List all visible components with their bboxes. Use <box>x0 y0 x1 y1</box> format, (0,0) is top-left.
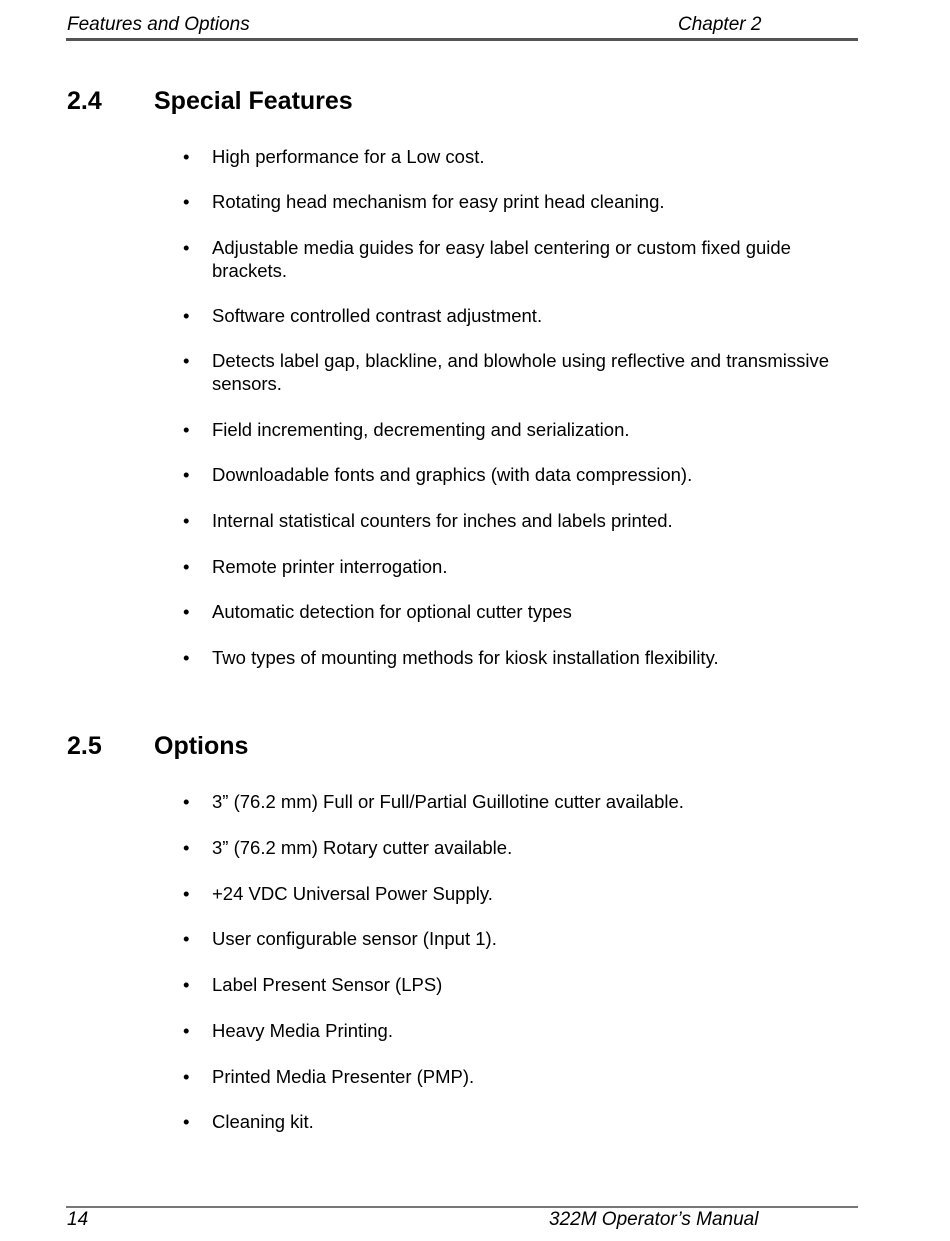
bullet-icon: • <box>183 1111 190 1132</box>
bullet-icon: • <box>183 601 190 622</box>
list-item-text: Printed Media Presenter (PMP). <box>212 1066 475 1087</box>
bullet-icon: • <box>183 510 190 531</box>
list-item-text: Internal statistical counters for inches and labels printed. <box>212 510 673 531</box>
list-item-text: 3” (76.2 mm) Full or Full/Partial Guillotine cutter available. <box>212 791 684 812</box>
list-item-text: +24 VDC Universal Power Supply. <box>212 883 493 904</box>
list-item-text: Remote printer interrogation. <box>212 556 448 577</box>
list-item-text: Two types of mounting methods for kiosk installation flexibility. <box>212 647 719 668</box>
bullet-icon: • <box>183 791 190 812</box>
bullet-icon: • <box>183 305 190 326</box>
manual-title: 322M Operator’s Manual <box>549 1209 759 1230</box>
page-number: 14 <box>67 1209 89 1230</box>
header-chapter: Chapter 2 <box>678 14 762 35</box>
section-number: 2.5 <box>67 732 102 760</box>
bullet-icon: • <box>183 419 190 440</box>
bullet-icon: • <box>183 647 190 668</box>
bullet-icon: • <box>183 928 190 949</box>
bullet-icon: • <box>183 146 190 167</box>
bullet-icon: • <box>183 350 190 371</box>
bullet-icon: • <box>183 1020 190 1041</box>
bullet-icon: • <box>183 464 190 485</box>
section-number: 2.4 <box>67 87 102 115</box>
bullet-icon: • <box>183 556 190 577</box>
list-item-text: Detects label gap, blackline, and blowhole using reflective and transmissive sensors. <box>212 350 830 394</box>
list-item-text: Downloadable fonts and graphics (with data compression). <box>212 464 693 485</box>
bullet-icon: • <box>183 883 190 904</box>
list-item-text: Cleaning kit. <box>212 1111 314 1132</box>
header-rule <box>66 38 858 41</box>
list-item-text: Heavy Media Printing. <box>212 1020 393 1041</box>
list-item-text: 3” (76.2 mm) Rotary cutter available. <box>212 837 513 858</box>
section-title: Options <box>154 732 249 760</box>
list-item-text: Rotating head mechanism for easy print head cleaning. <box>212 191 665 212</box>
list-item-text: Label Present Sensor (LPS) <box>212 974 443 995</box>
list-item-text: Field incrementing, decrementing and serialization. <box>212 419 630 440</box>
section-title: Special Features <box>154 87 353 115</box>
list-item-text: High performance for a Low cost. <box>212 146 485 167</box>
bullet-icon: • <box>183 237 190 258</box>
bullet-icon: • <box>183 837 190 858</box>
header-section-title: Features and Options <box>67 14 250 35</box>
list-item-text: Software controlled contrast adjustment. <box>212 305 543 326</box>
list-item-text: Adjustable media guides for easy label centering or custom fixed guide brackets. <box>212 237 791 281</box>
bullet-icon: • <box>183 974 190 995</box>
bullet-icon: • <box>183 1066 190 1087</box>
list-item-text: User configurable sensor (Input 1). <box>212 928 497 949</box>
bullet-icon: • <box>183 191 190 212</box>
list-item-text: Automatic detection for optional cutter types <box>212 601 572 622</box>
footer-rule <box>66 1206 858 1208</box>
